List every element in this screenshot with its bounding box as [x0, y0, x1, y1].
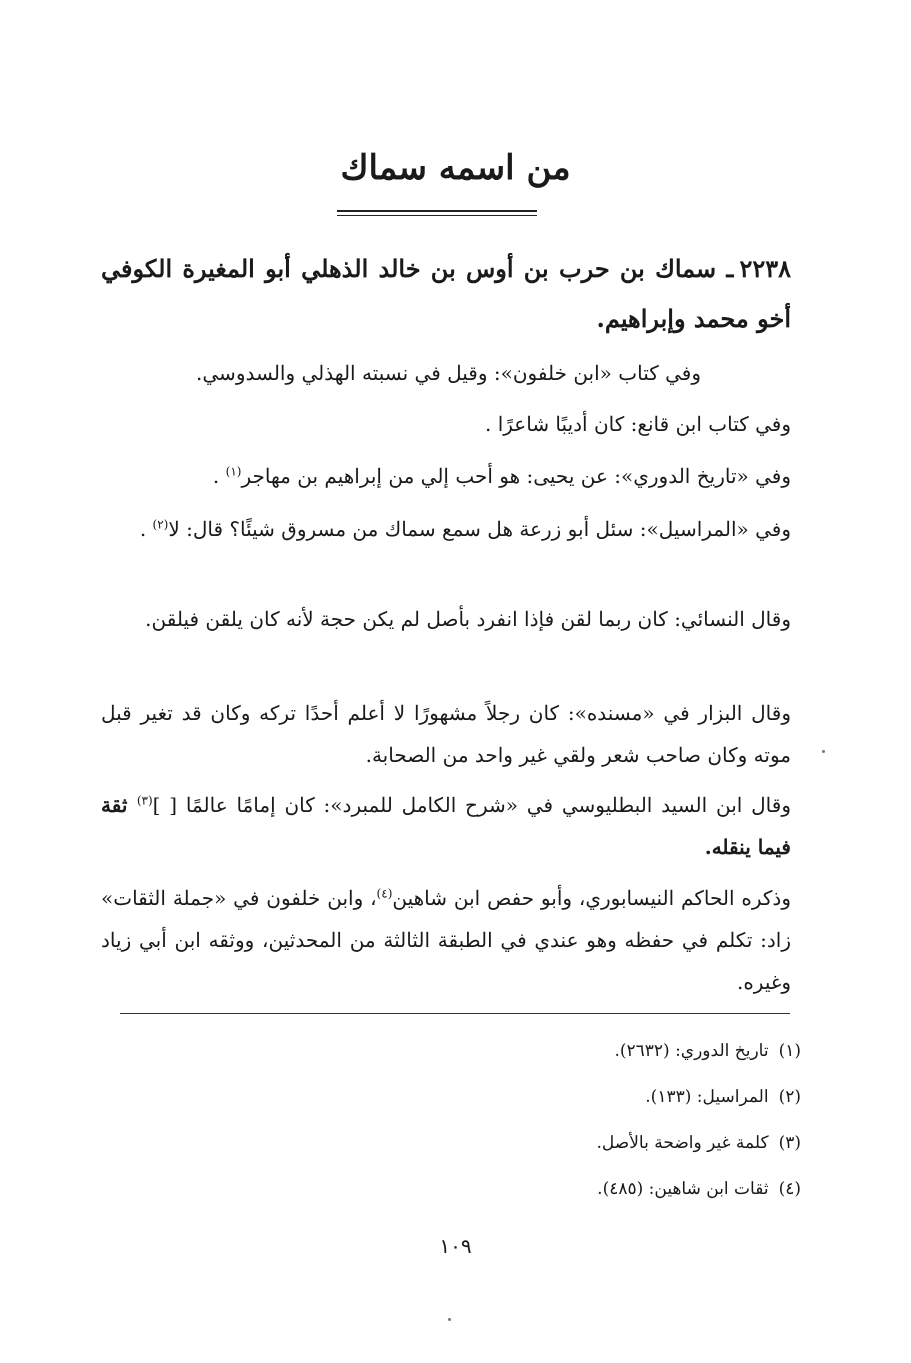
paragraph-ibn-qani	[101, 403, 791, 445]
entry-heading-text: ـ سماك بن حرب بن أوس بن خالد الذهلي أبو المغيرة الكوفي أخو محمد وإبراهيم.	[101, 254, 791, 333]
paragraph-text: وذكره الحاكم النيسابوري، وأبو حفص ابن شاهين	[392, 886, 791, 910]
footnote-text: المراسيل: (١٣٣).	[645, 1087, 769, 1107]
footnote-text: ثقات ابن شاهين: (٤٨٥).	[597, 1179, 769, 1199]
footnote-number: (٤)	[778, 1179, 801, 1199]
footnote-number: (٢)	[778, 1087, 801, 1107]
footnote-ref[interactable]: (٤)	[376, 886, 393, 901]
footnote-number: (٣)	[778, 1133, 801, 1153]
footnote-item	[241, 1120, 801, 1166]
paragraph-text: وفي كتاب ابن قانع: كان أديبًا شاعرًا .	[484, 412, 791, 436]
paragraph-text: وفي «المراسيل»: سئل أبو زرعة هل سمع سماك من مسروق شيئًا؟ قال: لا	[168, 517, 791, 541]
footnote-ref[interactable]: (٣)	[136, 793, 153, 808]
footnote-ref[interactable]: (١)	[225, 464, 242, 479]
paragraph-text: وقال ابن السيد البطليوسي في «شرح الكامل للمبرد»: كان إمامًا عالمًا [ ]	[152, 793, 791, 817]
footnotes-list	[241, 1028, 801, 1212]
footnote-item	[241, 1074, 801, 1120]
paragraph-text: وقال البزار في «مسنده»: كان رجلاً مشهورًا لا أعلم أحدًا تركه وكان قد تغير قبل موته وكان صاحب شعر ولقي غير واحد من الصحابة.	[101, 701, 791, 767]
paragraph-ibn-khalfun	[101, 352, 791, 394]
paragraph-al-batalyawsi	[101, 784, 791, 868]
paragraph-text: وقال النسائي: كان ربما لقن فإذا انفرد بأصل لم يكن حجة لأنه كان يلقن فيلقن.	[145, 607, 791, 631]
paragraph-al-hakim	[101, 877, 791, 1003]
title-underline	[337, 210, 537, 216]
paragraph-tail: .	[139, 517, 153, 541]
scan-speck	[448, 1318, 451, 1321]
scan-speck	[822, 750, 825, 753]
entry-heading	[101, 244, 791, 344]
paragraph-tail: ثقة فيما ينقله.	[101, 793, 791, 859]
footnote-item	[241, 1166, 801, 1212]
footnote-number: (١)	[778, 1041, 801, 1061]
page-number: ١٠٩	[439, 1234, 472, 1258]
footnote-separator	[120, 1013, 790, 1014]
footnote-text: كلمة غير واضحة بالأصل.	[596, 1133, 769, 1153]
paragraph-text: وفي كتاب «ابن خلفون»: وقيل في نسبته الهذلي والسدوسي.	[196, 361, 701, 385]
footnote-text: تاريخ الدوري: (٢٦٣٢).	[614, 1041, 769, 1061]
paragraph-text: وفي «تاريخ الدوري»: عن يحيى: هو أحب إلي من إبراهيم بن مهاجر	[241, 464, 791, 488]
entry-number: ٢٢٣٨	[739, 254, 791, 283]
paragraph-tarikh-al-duri	[101, 455, 791, 497]
paragraph-tail: .	[212, 464, 226, 488]
paragraph-al-nasai	[101, 598, 791, 640]
paragraph-al-marasil	[101, 508, 791, 550]
paragraph-al-bazzar	[101, 692, 791, 776]
footnote-item	[241, 1028, 801, 1074]
footnote-ref[interactable]: (٢)	[152, 517, 169, 532]
chapter-title: من اسمه سماك	[340, 148, 571, 188]
paragraph-tail: ، وابن خلفون في «جملة الثقات» زاد: تكلم في حفظه وهو عندي في الطبقة الثالثة من المحدثين، ووثقه ابن أبي زياد وغيره.	[101, 886, 791, 994]
